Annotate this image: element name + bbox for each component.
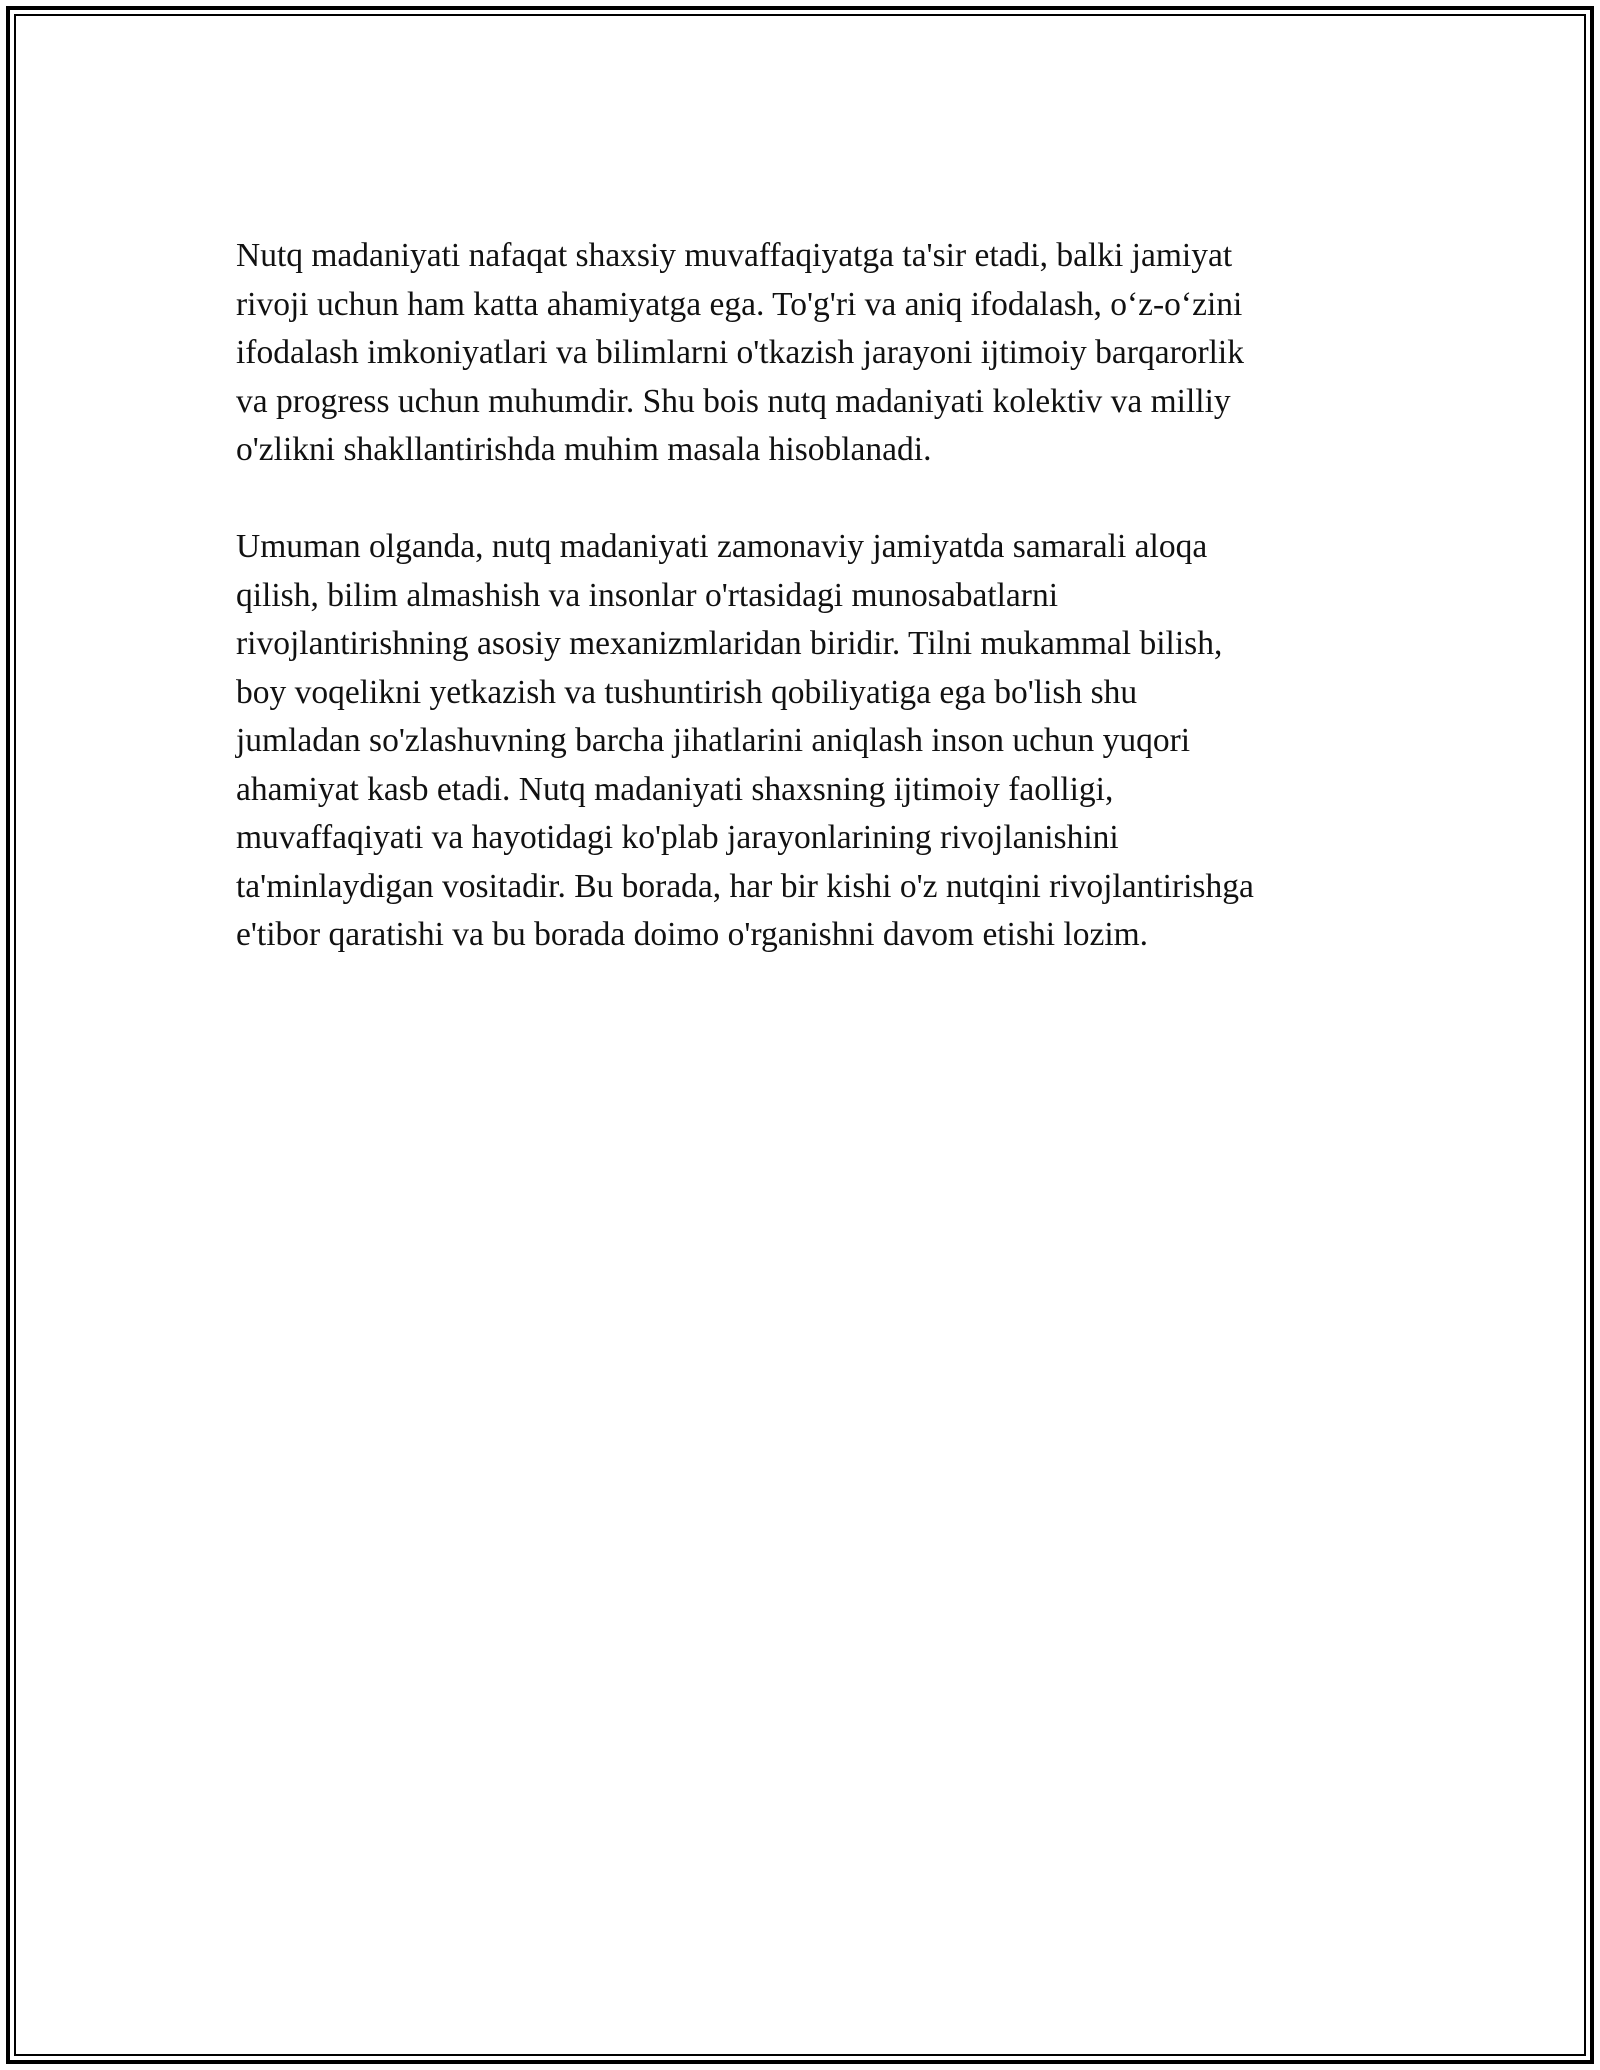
text-line: rivojlantirishning asosiy mexanizmlaridan biridir. Tilni mukammal bilish, — [236, 625, 1223, 662]
text-line: ifodalash imkoniyatlari va bilimlarni o'tkazish jarayoni ijtimoiy barqarorlik — [236, 334, 1244, 371]
text-line: o'zlikni shakllantirishda muhim masala hisoblanadi. — [236, 431, 932, 468]
text-line: qilish, bilim almashish va insonlar o'rtasidagi munosabatlarni — [236, 576, 1059, 614]
text-line: Nutq madaniyati nafaqat shaxsiy muvaffaqiyatga ta'sir etadi, balki jamiyat — [236, 237, 1233, 274]
text-line: e'tibor qaratishi va bu borada doimo o'rganishni davom etishi lozim. — [236, 916, 1149, 953]
text-line: muvaffaqiyati va hayotidagi ko'plab jarayonlarining rivojlanishini — [236, 819, 1119, 856]
document-body — [236, 232, 1386, 1008]
paragraph-2 — [236, 523, 1386, 960]
text-line: jumladan so'zlashuvning barcha jihatlarini aniqlash inson uchun yuqori — [236, 722, 1191, 759]
text-line: boy voqelikni yetkazish va tushuntirish qobiliyatiga ega bo'lish shu — [236, 673, 1138, 711]
paragraph-1 — [236, 232, 1386, 475]
text-line: ta'minlaydigan vositadir. Bu borada, har bir kishi o'z nutqini rivojlantirishga — [236, 867, 1254, 905]
text-line: ahamiyat kasb etadi. Nutq madaniyati shaxsning ijtimoiy faolligi, — [236, 770, 1114, 808]
text-line: rivoji uchun ham katta ahamiyatga ega. To'g'ri va aniq ifodalash, o‘z-o‘zini — [236, 285, 1243, 323]
text-line: va progress uchun muhumdir. Shu bois nutq madaniyati kolektiv va milliy — [236, 382, 1231, 420]
text-line: Umuman olganda, nutq madaniyati zamonaviy jamiyatda samarali aloqa — [236, 528, 1208, 565]
